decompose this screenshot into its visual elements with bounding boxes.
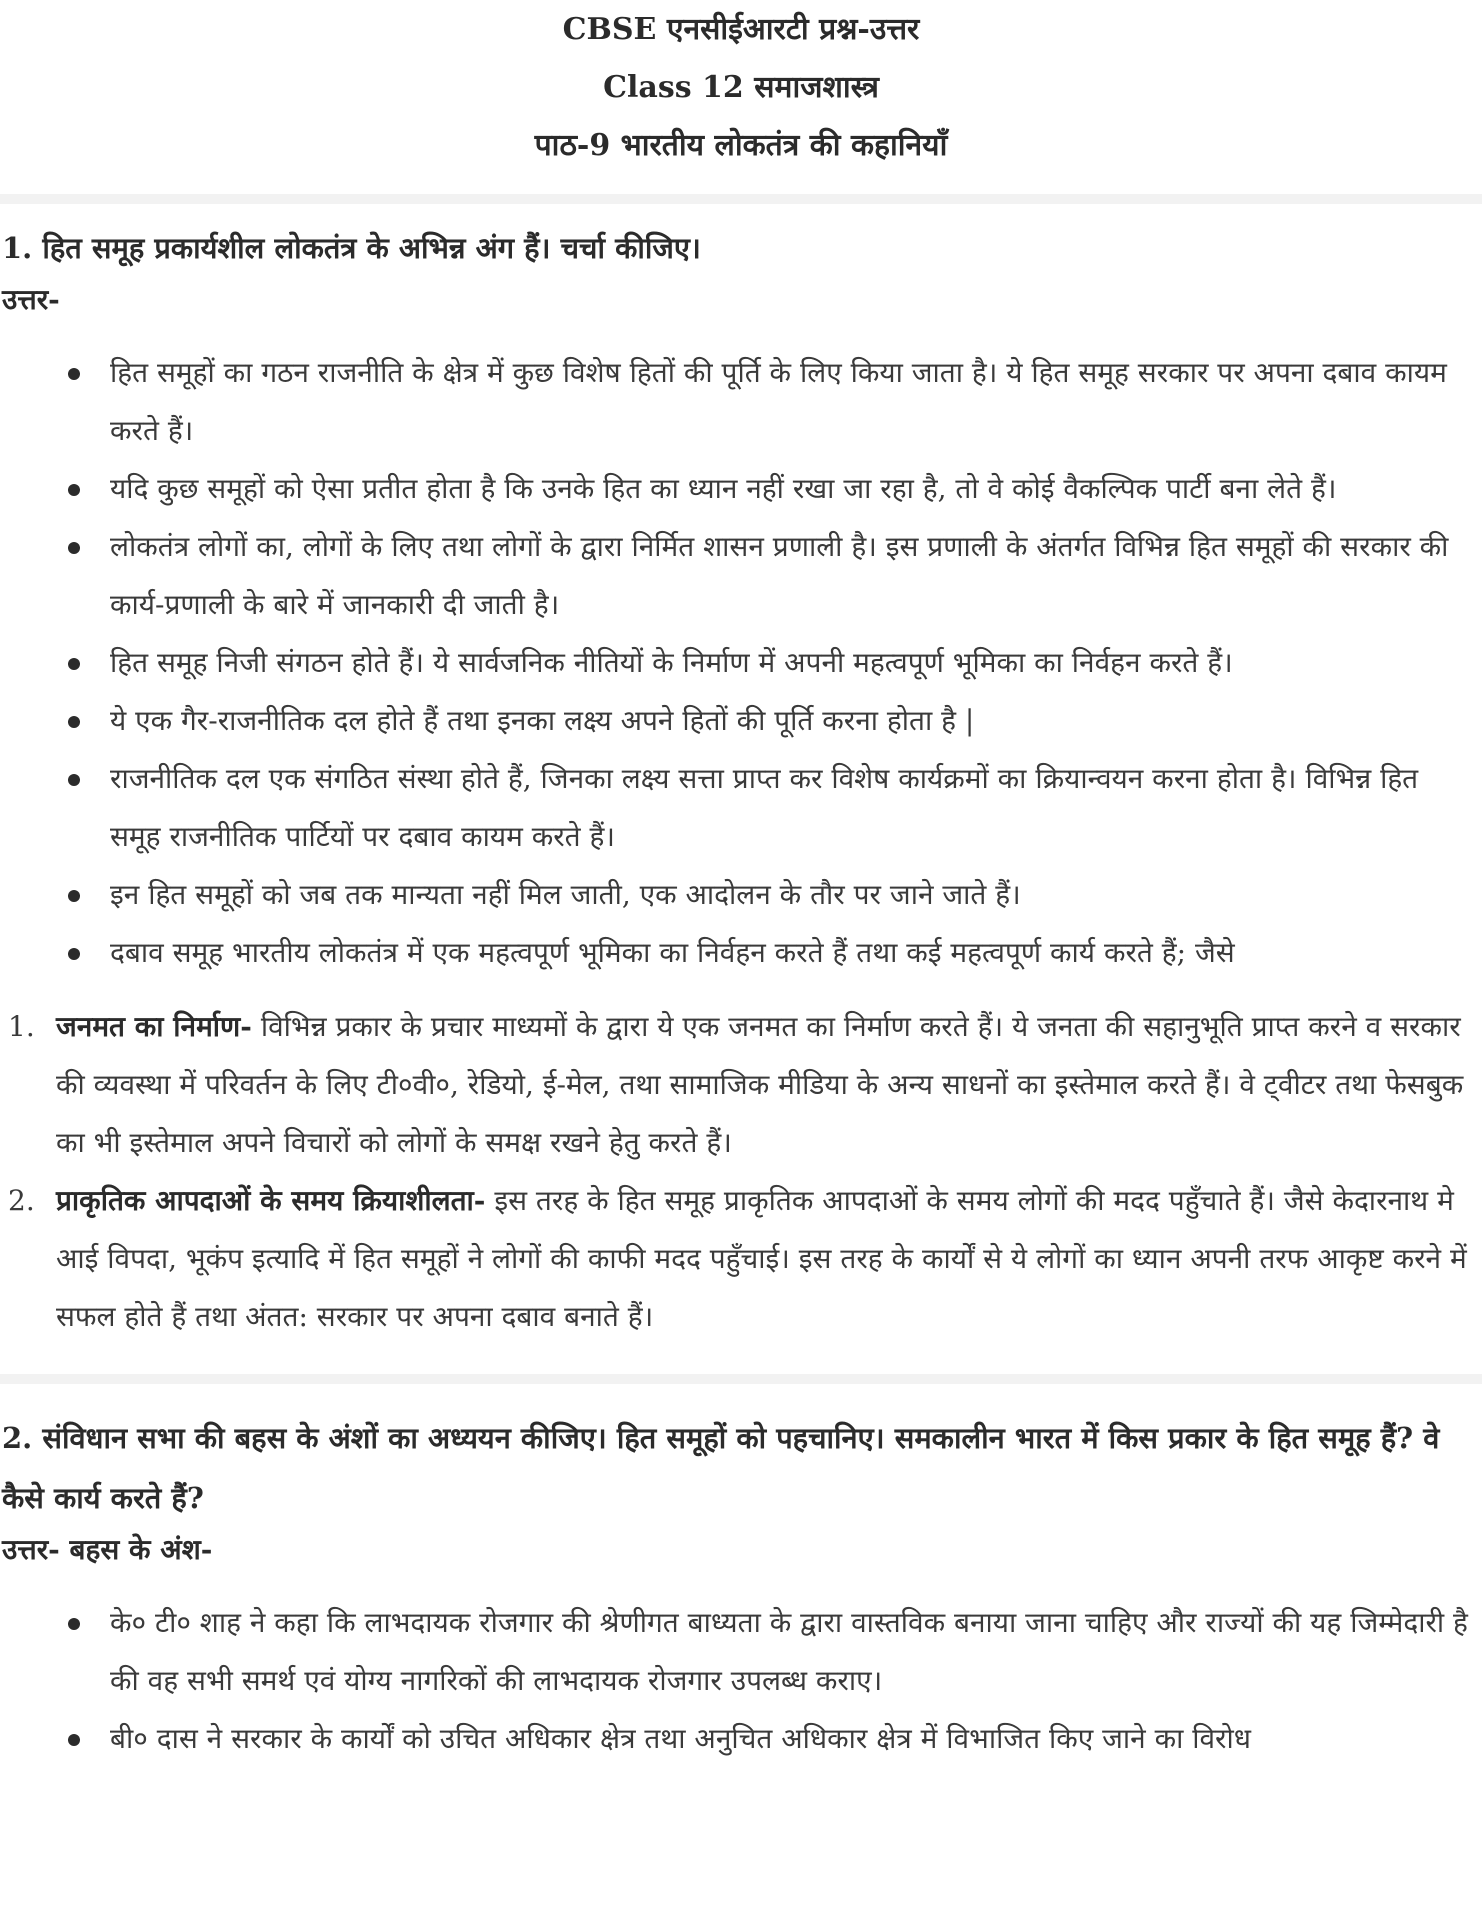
- list-item: इन हित समूहों को जब तक मान्यता नहीं मिल जाती, एक आदोलन के तौर पर जाने जाते हैं।: [0, 866, 1482, 924]
- bullet-icon: [68, 484, 80, 496]
- item-number: 2.: [8, 1184, 35, 1217]
- header-chapter-title: पाठ-9 भारतीय लोकतंत्र की कहानियाँ: [534, 128, 948, 163]
- question-1-section: [0, 204, 1482, 1346]
- section-divider: [0, 1374, 1482, 1384]
- bullet-icon: [68, 1734, 80, 1746]
- page-header: [0, 0, 1482, 174]
- question-2-section: [0, 1384, 1482, 1768]
- numbered-item: [0, 998, 1482, 1172]
- bullet-icon: [68, 368, 80, 380]
- bullet-icon: [68, 948, 80, 960]
- list-item: ये एक गैर-राजनीतिक दल होते हैं तथा इनका लक्ष्य अपने हितों की पूर्ति करना होता है |: [0, 692, 1482, 750]
- item-text: विभिन्न प्रकार के प्रचार माध्यमों के द्वारा ये एक जनमत का निर्माण करते हैं। ये जनता की सहानुभूति प्राप्त करने व सरकार की व्यवस्था में परिवर्तन के लिए टी०वी०, रेडियो, ई-मेल, तथा सामाजिक मीडिया के अन्य साधनों का इस्तेमाल करते हैं। वे ट्वीटर तथा फेसबुक का भी इस्तेमाल अपने विचारों को लोगों के समक्ष रखने हेतु करते हैं।: [56, 1010, 1464, 1159]
- bullet-icon: [68, 774, 80, 786]
- header-board-title: CBSE एनसीईआरटी प्रश्न-उत्तर: [562, 12, 920, 47]
- question-2-text: 2. संविधान सभा की बहस के अंशों का अध्ययन कीजिए। हित समूहों को पहचानिए। समकालीन भारत में किस प्रकार के हित समूह हैं? वे कैसे कार्य करते हैं?: [2, 1421, 1440, 1515]
- answer-1-bullet-list: [0, 344, 1482, 982]
- answer-1-label: उत्तर-: [2, 283, 60, 316]
- list-item: हित समूह निजी संगठन होते हैं। ये सार्वजनिक नीतियों के निर्माण में अपनी महत्वपूर्ण भूमिका का निर्वहन करते हैं।: [0, 634, 1482, 692]
- list-item: दबाव समूह भारतीय लोकतंत्र में एक महत्वपूर्ण भूमिका का निर्वहन करते हैं तथा कई महत्वपूर्ण कार्य करते हैं; जैसे: [0, 924, 1482, 982]
- section-divider: [0, 194, 1482, 204]
- question-1-text: 1. हित समूह प्रकार्यशील लोकतंत्र के अभिन्न अंग हैं। चर्चा कीजिए।: [2, 231, 701, 265]
- bullet-icon: [68, 890, 80, 902]
- list-item: लोकतंत्र लोगों का, लोगों के लिए तथा लोगों के द्वारा निर्मित शासन प्रणाली है। इस प्रणाली के अंतर्गत विभिन्न हित समूहों की सरकार की कार्य-प्रणाली के बारे में जानकारी दी जाती है।: [0, 518, 1482, 634]
- list-item: बी० दास ने सरकार के कार्यों को उचित अधिकार क्षेत्र तथा अनुचित अधिकार क्षेत्र में विभाजित किए जाने का विरोध: [0, 1710, 1482, 1768]
- list-item: हित समूहों का गठन राजनीति के क्षेत्र में कुछ विशेष हितों की पूर्ति के लिए किया जाता है। ये हित समूह सरकार पर अपना दबाव कायम करते हैं।: [0, 344, 1482, 460]
- item-number: 1.: [8, 1010, 35, 1043]
- list-item: के० टी० शाह ने कहा कि लाभदायक रोजगार की श्रेणीगत बाध्यता के द्वारा वास्तविक बनाया जाना चाहिए और राज्यों की यह जिम्मेदारी है की वह सभी समर्थ एवं योग्य नागरिकों की लाभदायक रोजगार उपलब्ध कराए।: [0, 1594, 1482, 1710]
- numbered-item: [0, 1172, 1482, 1346]
- header-class-subject: Class 12 समाजशास्त्र: [603, 70, 879, 105]
- list-item: यदि कुछ समूहों को ऐसा प्रतीत होता है कि उनके हित का ध्यान नहीं रखा जा रहा है, तो वे कोई वैकल्पिक पार्टी बना लेते हैं।: [0, 460, 1482, 518]
- bullet-icon: [68, 716, 80, 728]
- list-item: राजनीतिक दल एक संगठित संस्था होते हैं, जिनका लक्ष्य सत्ता प्राप्त कर विशेष कार्यक्रमों का क्रियान्वयन करना होता है। विभिन्न हित समूह राजनीतिक पार्टियों पर दबाव कायम करते हैं।: [0, 750, 1482, 866]
- item-title: जनमत का निर्माण-: [56, 1010, 252, 1043]
- bullet-icon: [68, 542, 80, 554]
- bullet-icon: [68, 1618, 80, 1630]
- answer-2-bullet-list: [0, 1594, 1482, 1768]
- item-title: प्राकृतिक आपदाओं के समय क्रियाशीलता-: [56, 1184, 486, 1217]
- answer-2-label: उत्तर- बहस के अंश-: [2, 1533, 213, 1566]
- bullet-icon: [68, 658, 80, 670]
- answer-1-numbered-list: [0, 998, 1482, 1346]
- item-text: इस तरह के हित समूह प्राकृतिक आपदाओं के समय लोगों की मदद पहुँचाते हैं। जैसे केदारनाथ मे आई विपदा, भूकंप इत्यादि में हित समूहों ने लोगों की काफी मदद पहुँचाई। इस तरह के कार्यों से ये लोगों का ध्यान अपनी तरफ आकृष्ट करने में सफल होते हैं तथा अंतत: सरकार पर अपना दबाव बनाते हैं।: [56, 1184, 1467, 1333]
